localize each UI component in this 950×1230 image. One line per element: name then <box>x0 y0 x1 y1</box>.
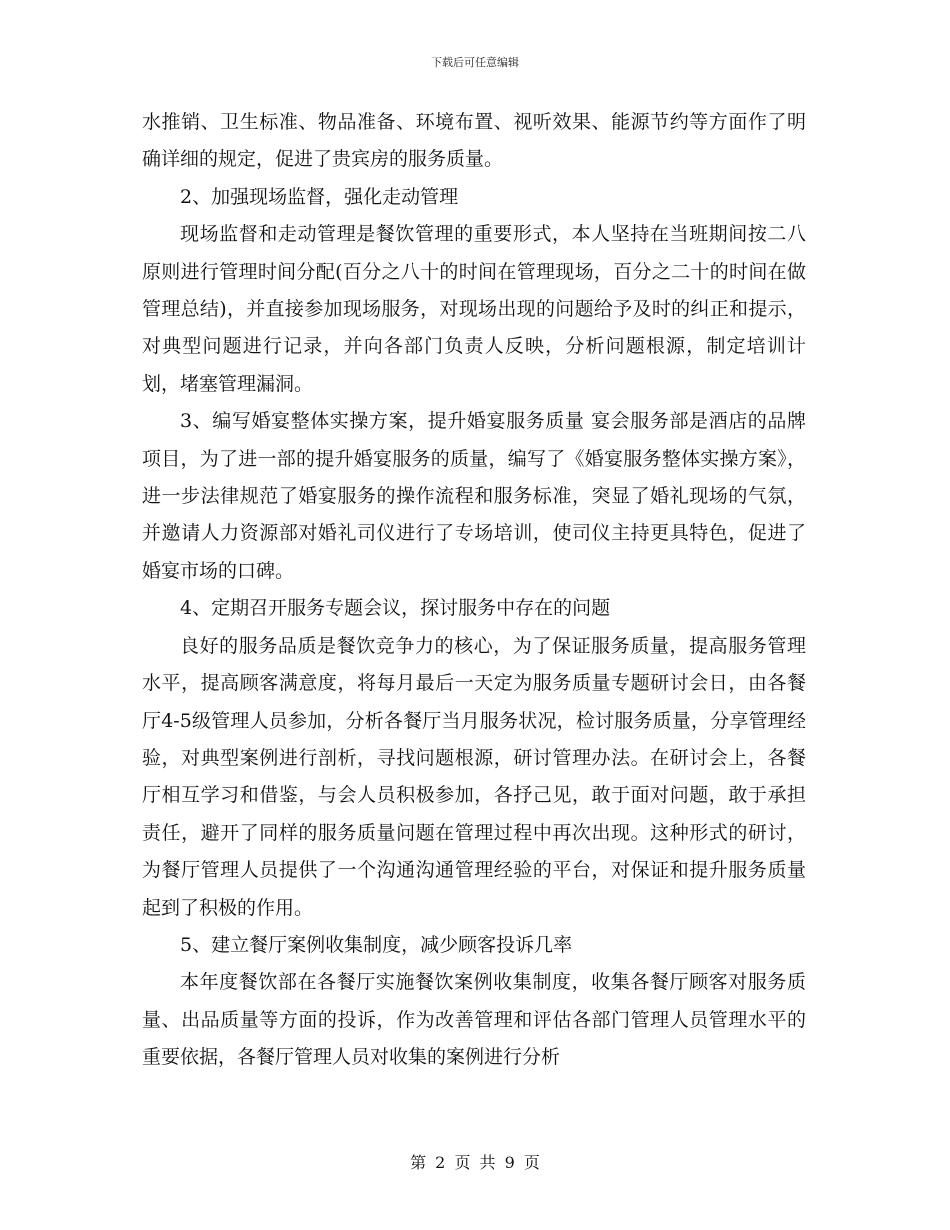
paragraph-service-meetings: 良好的服务品质是餐饮竞争力的核心，为了保证服务质量，提高服务管理水平，提高顾客满意度，将每月最后一天定为服务质量专题研讨会日，由各餐厅4-5级管理人员参加，分析各餐厅当月服务状况，检讨服务质量，分享管理经验，对典型案例进行剖析，寻找问题根源，研讨管理办法。在研讨会上，各餐厅相互学习和借鉴，与会人员积极参加，各抒己见，敢于面对问题，敢于承担责任，避开了同样的服务质量问题在管理过程中再次出现。这种形式的研讨，为餐厅管理人员提供了一个沟通沟通管理经验的平台，对保证和提升服务质量起到了积极的作用。 <box>142 634 806 919</box>
section-heading-5: 5、建立餐厅案例收集制度，减少顾客投诉几率 <box>180 933 573 956</box>
section-heading-4: 4、定期召开服务专题会议，探讨服务中存在的问题 <box>180 597 611 620</box>
page-number-footer: 第 2 页 共 9 页 <box>410 1153 540 1172</box>
paragraph-case-collection: 本年度餐饮部在各餐厅实施餐饮案例收集制度，收集各餐厅顾客对服务质量、出品质量等方面的投诉，作为改善管理和评估各部门管理人员管理水平的重要依据，各餐厅管理人员对收集的案例进行分析 <box>142 971 806 1069</box>
document-body <box>142 104 806 1077</box>
paragraph-site-supervision: 现场监督和走动管理是餐饮管理的重要形式，本人坚持在当班期间按二八原则进行管理时间分配(百分之八十的时间在管理现场，百分之二十的时间在做管理总结)，并直接参加现场服务，对现场出现的问题给予及时的纠正和提示，对典型问题进行记录，并向各部门负责人反映，分析问题根源，制定培训计划，堵塞管理漏洞。 <box>142 223 806 395</box>
paragraph-wedding-plan: 3、编写婚宴整体实操方案，提升婚宴服务质量 宴会服务部是酒店的品牌项目，为了进一部的提升婚宴服务的质量，编写了《婚宴服务整体实操方案》，进一步法律规范了婚宴服务的操作流程和服务标准，突显了婚礼现场的气氛，并邀请人力资源部对婚礼司仪进行了专场培训，使司仪主持更具特色，促进了婚宴市场的口碑。 <box>142 410 806 582</box>
paragraph-continuation: 水推销、卫生标准、物品准备、环境布置、视听效果、能源节约等方面作了明确详细的规定，促进了贵宾房的服务质量。 <box>142 111 806 171</box>
section-heading-2: 2、加强现场监督，强化走动管理 <box>180 185 459 208</box>
page-header: 下载后可任意编辑 <box>431 56 519 69</box>
